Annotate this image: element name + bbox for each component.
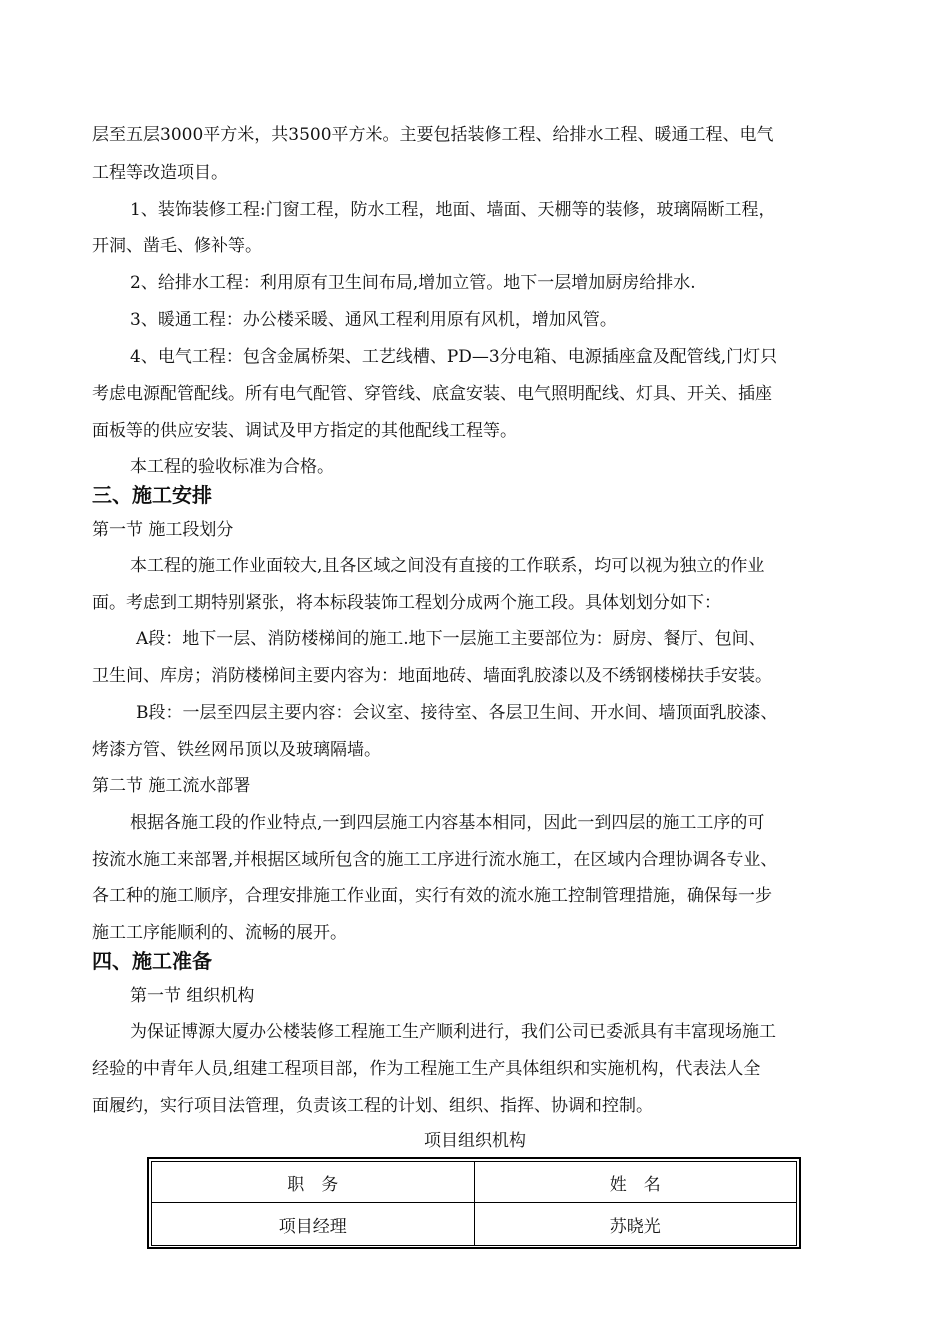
subsection-title: 第一节 组织机构 — [130, 986, 255, 1006]
table-header-row — [152, 1162, 797, 1203]
item-electrical: 4、电气工程：包含金属桥架、工艺线槽、PD—3分电箱、电源插座盒及配管线,门灯只 — [130, 347, 778, 367]
item-electrical-cont: 考虑电源配管配线。所有电气配管、穿管线、底盒安装、电气照明配线、灯具、开关、插座 — [92, 384, 772, 404]
section-heading-arrangement: 三、施工安排 — [92, 483, 212, 507]
header-name: 姓 名 — [474, 1162, 797, 1203]
table-row — [152, 1203, 797, 1246]
item-plumbing: 2、给排水工程：利用原有卫生间布局,增加立管。地下一层增加厨房给排水. — [130, 273, 696, 293]
segment-a-cont: 卫生间、库房；消防楼梯间主要内容为：地面地砖、墙面乳胶漆以及不绣钢楼梯扶手安装。 — [92, 666, 772, 686]
acceptance-text: 本工程的验收标准为合格。 — [130, 457, 334, 477]
paragraph: 本工程的施工作业面较大,且各区域之间没有直接的工作联系，均可以视为独立的作业 — [130, 556, 765, 576]
subsection-title: 第一节 施工段划分 — [92, 520, 234, 540]
item-hvac: 3、暖通工程：办公楼采暖、通风工程利用原有风机，增加风管。 — [130, 310, 617, 330]
paragraph: 根据各施工段的作业特点,一到四层施工内容基本相同，因此一到四层的施工工序的可 — [130, 813, 765, 833]
cell-position: 项目经理 — [152, 1203, 475, 1246]
segment-a: A段：地下一层、消防楼梯间的施工.地下一层施工主要部位为：厨房、餐厅、包间、 — [136, 629, 766, 649]
paragraph: 面。考虑到工期特别紧张，将本标段装饰工程划分成两个施工段。具体划划分如下： — [92, 593, 721, 613]
header-position: 职 务 — [152, 1162, 475, 1203]
organization-table — [147, 1157, 801, 1249]
paragraph: 各工种的施工顺序，合理安排施工作业面，实行有效的流水施工控制管理措施，确保每一步 — [92, 886, 772, 906]
segment-b-cont: 烤漆方管、铁丝网吊顶以及玻璃隔墙。 — [92, 740, 381, 760]
paragraph: 施工工序能顺利的、流畅的展开。 — [92, 923, 347, 943]
intro-line: 工程等改造项目。 — [92, 163, 228, 183]
paragraph: 经验的中青年人员,组建工程项目部，作为工程施工生产具体组织和实施机构，代表法人全 — [92, 1059, 761, 1079]
table-caption: 项目组织机构 — [424, 1131, 526, 1151]
cell-name: 苏晓光 — [474, 1203, 797, 1246]
item-decoration-cont: 开洞、凿毛、修补等。 — [92, 236, 262, 256]
subsection-title: 第二节 施工流水部署 — [92, 776, 251, 796]
paragraph: 按流水施工来部署,并根据区域所包含的施工工序进行流水施工，在区域内合理协调各专业、 — [92, 850, 778, 870]
paragraph: 为保证博源大厦办公楼装修工程施工生产顺利进行，我们公司已委派具有丰富现场施工 — [130, 1022, 776, 1042]
section-heading-preparation: 四、施工准备 — [92, 949, 212, 973]
item-decoration: 1、装饰装修工程:门窗工程，防水工程，地面、墙面、天棚等的装修，玻璃隔断工程， — [130, 200, 776, 220]
paragraph: 面履约，实行项目法管理，负责该工程的计划、组织、指挥、协调和控制。 — [92, 1096, 653, 1116]
item-electrical-cont: 面板等的供应安装、调试及甲方指定的其他配线工程等。 — [92, 421, 517, 441]
intro-line: 层至五层3000平方米，共3500平方米。主要包括装修工程、给排水工程、暖通工程、电气 — [92, 125, 774, 145]
segment-b: B段：一层至四层主要内容：会议室、接待室、各层卫生间、开水间、墙顶面乳胶漆、 — [136, 703, 778, 723]
